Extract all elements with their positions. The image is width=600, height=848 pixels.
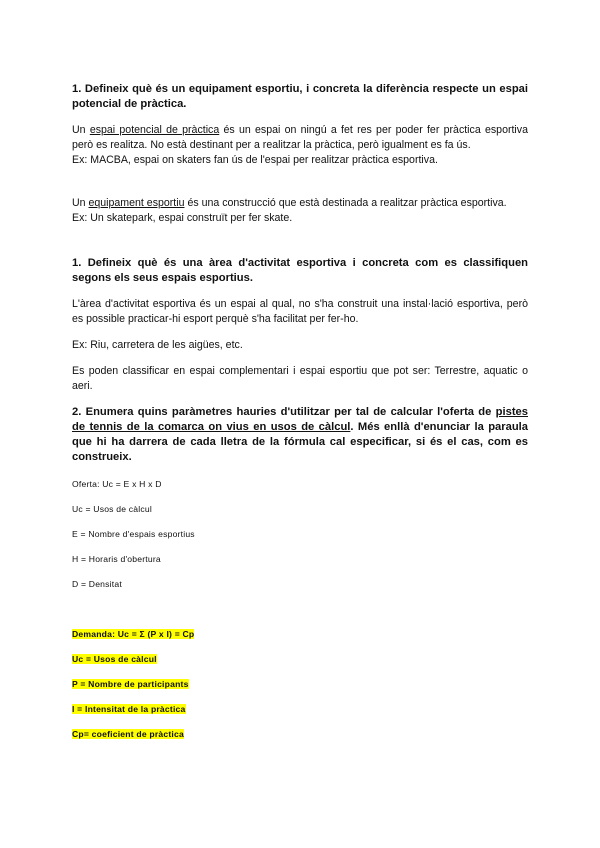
highlight-p: P = Nombre de participants: [72, 679, 189, 689]
example-skatepark: Ex: Un skatepark, espai construït per fer skate.: [72, 212, 293, 224]
text-post: és una construcció que està destinada a realitzar pràctica esportiva.: [184, 197, 507, 209]
offer-d: D = Densitat: [72, 579, 122, 589]
paragraph-activity-area: L'àrea d'activitat esportiva és un espai al qual, no s'ha construit una instal·lació esportiva, però es possible practicar-hi esport perquè s'ha facilitat per fer-ho.: [72, 298, 528, 325]
document-content: [72, 82, 528, 740]
demand-uc: [72, 653, 528, 665]
text-post: és un espai on ningú a fet res per poder fer pràctica esportiva però es realitza. No està destinant per a realitzar la pràctica, però igualment es fa ús.: [72, 124, 528, 151]
formula-offer: Oferta: Uc = E x H x D: [72, 479, 162, 489]
term-sports-equipment: equipament esportiu: [88, 197, 185, 209]
title-underlined: pistes de tennis de la comarca on vius en usos de càlcul: [72, 406, 528, 433]
formula-demand: [72, 628, 528, 640]
highlight-uc: Uc = Usos de càlcul: [72, 654, 157, 664]
demand-cp: [72, 728, 528, 740]
text-pre: Un: [72, 197, 89, 209]
question-3-title: [72, 405, 528, 465]
highlight-cp: Cp= coeficient de pràctica: [72, 729, 184, 739]
question-1-title: 1. Defineix què és un equipament esportiu, i concreta la diferència respecte un espai potencial de pràctica.: [72, 83, 528, 110]
example-macba: Ex: MACBA, espai on skaters fan ús de l'espai per realitzar pràctica esportiva.: [72, 154, 438, 166]
example-river: Ex: Riu, carretera de les aigües, etc.: [72, 339, 243, 351]
paragraph-potential-space: [72, 123, 528, 153]
title-post: . Més enllà d'enunciar la paraula que hi ha darrera de cada lletra de la fórmula cal especificar, si és el cas, com es construeix.: [72, 421, 528, 463]
paragraph-classification: Es poden classificar en espai complementari i espai esportiu que pot ser: Terrestre, aquatic o aeri.: [72, 365, 528, 392]
demand-i: [72, 703, 528, 715]
title-pre: 2. Enumera quins paràmetres hauries d'utilitzar per tal de calcular l'oferta de: [72, 406, 496, 418]
highlight-i: I = Intensitat de la pràctica: [72, 704, 186, 714]
offer-uc: Uc = Usos de càlcul: [72, 504, 152, 514]
offer-h: H = Horaris d'obertura: [72, 554, 161, 564]
demand-p: [72, 678, 528, 690]
text-pre: Un: [72, 124, 90, 136]
highlight-demand: Demanda: Uc = Σ (P x I) = Cp: [72, 629, 195, 639]
paragraph-sports-equipment: [72, 196, 528, 211]
question-2-title: 1. Defineix què és una àrea d'activitat esportiva i concreta com es classifiquen segons els seus espais esportius.: [72, 257, 528, 284]
offer-e: E = Nombre d'espais esportius: [72, 529, 195, 539]
term-potential-space: espai potencial de pràctica: [89, 124, 220, 136]
